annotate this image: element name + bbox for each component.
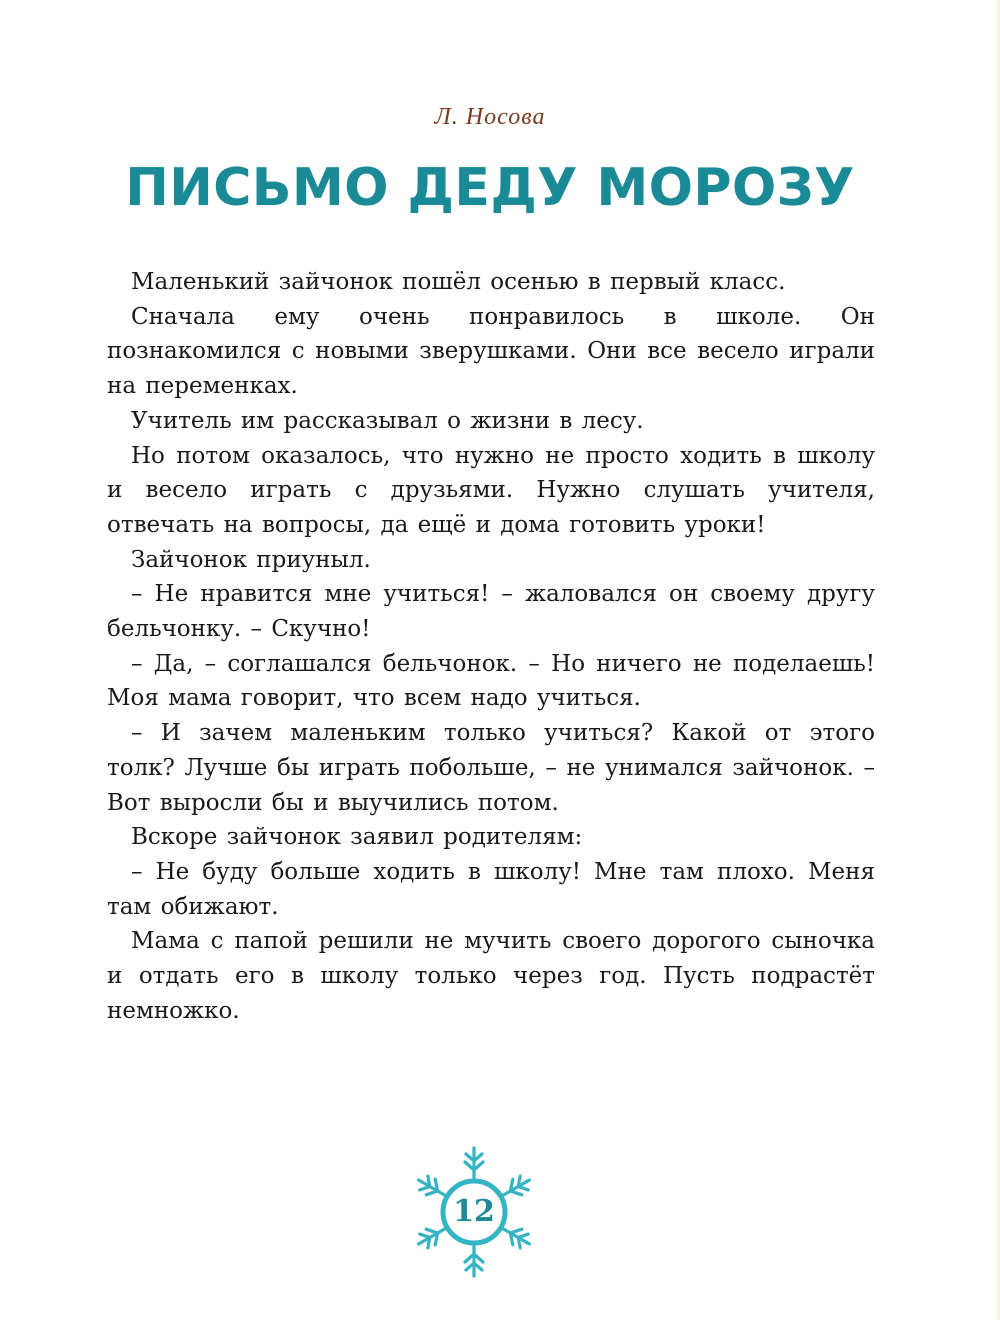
paragraph: Маленький зайчонок пошёл осенью в первый класс. bbox=[131, 269, 786, 295]
paragraph: Зайчонок приуныл. bbox=[131, 546, 371, 573]
paragraph: Сначала ему очень понравилось в школе. Он познакомился с новыми зверушками. Они все весело играли на переменках. bbox=[107, 303, 875, 400]
paragraph: Мама с папой решили не мучить своего дорогого сыночка и отдать его в школу только через год. Пусть подрастёт немножко. bbox=[107, 928, 875, 1024]
paragraph: – Не нравится мне учиться! – жаловался он своему другу бельчонку. – Скучно! bbox=[107, 581, 875, 643]
paragraph: – Не буду больше ходить в школу! Мне там плохо. Меня там обижают. bbox=[107, 858, 875, 920]
page-edge bbox=[994, 0, 1000, 1320]
page-number-badge bbox=[408, 1146, 540, 1278]
paragraph: – Да, – соглашался бельчонок. – Но ничего не поделаешь! Моя мама говорит, что всем надо учиться. bbox=[107, 650, 875, 712]
paragraph: Учитель им рассказывал о жизни в лесу. bbox=[131, 407, 644, 434]
paragraph: Вскоре зайчонок заявил родителям: bbox=[131, 824, 583, 851]
page-number: 12 bbox=[453, 1194, 495, 1229]
paragraph: Но потом оказалось, что нужно не просто ходить в школу и весело играть с друзьями. Нужно слушать учителя, отвечать на вопросы, да ещё и дома готовить уроки! bbox=[107, 442, 875, 538]
story-text bbox=[107, 265, 875, 1028]
paragraph: – И зачем маленьким только учиться? Какой от этого толк? Лучше бы играть побольше, – не унимался зайчонок. – Вот выросли бы и выучились потом. bbox=[107, 720, 875, 816]
story-title: ПИСЬМО ДЕДУ МОРОЗУ bbox=[125, 158, 855, 218]
author-name: Л. Носова bbox=[434, 104, 546, 130]
